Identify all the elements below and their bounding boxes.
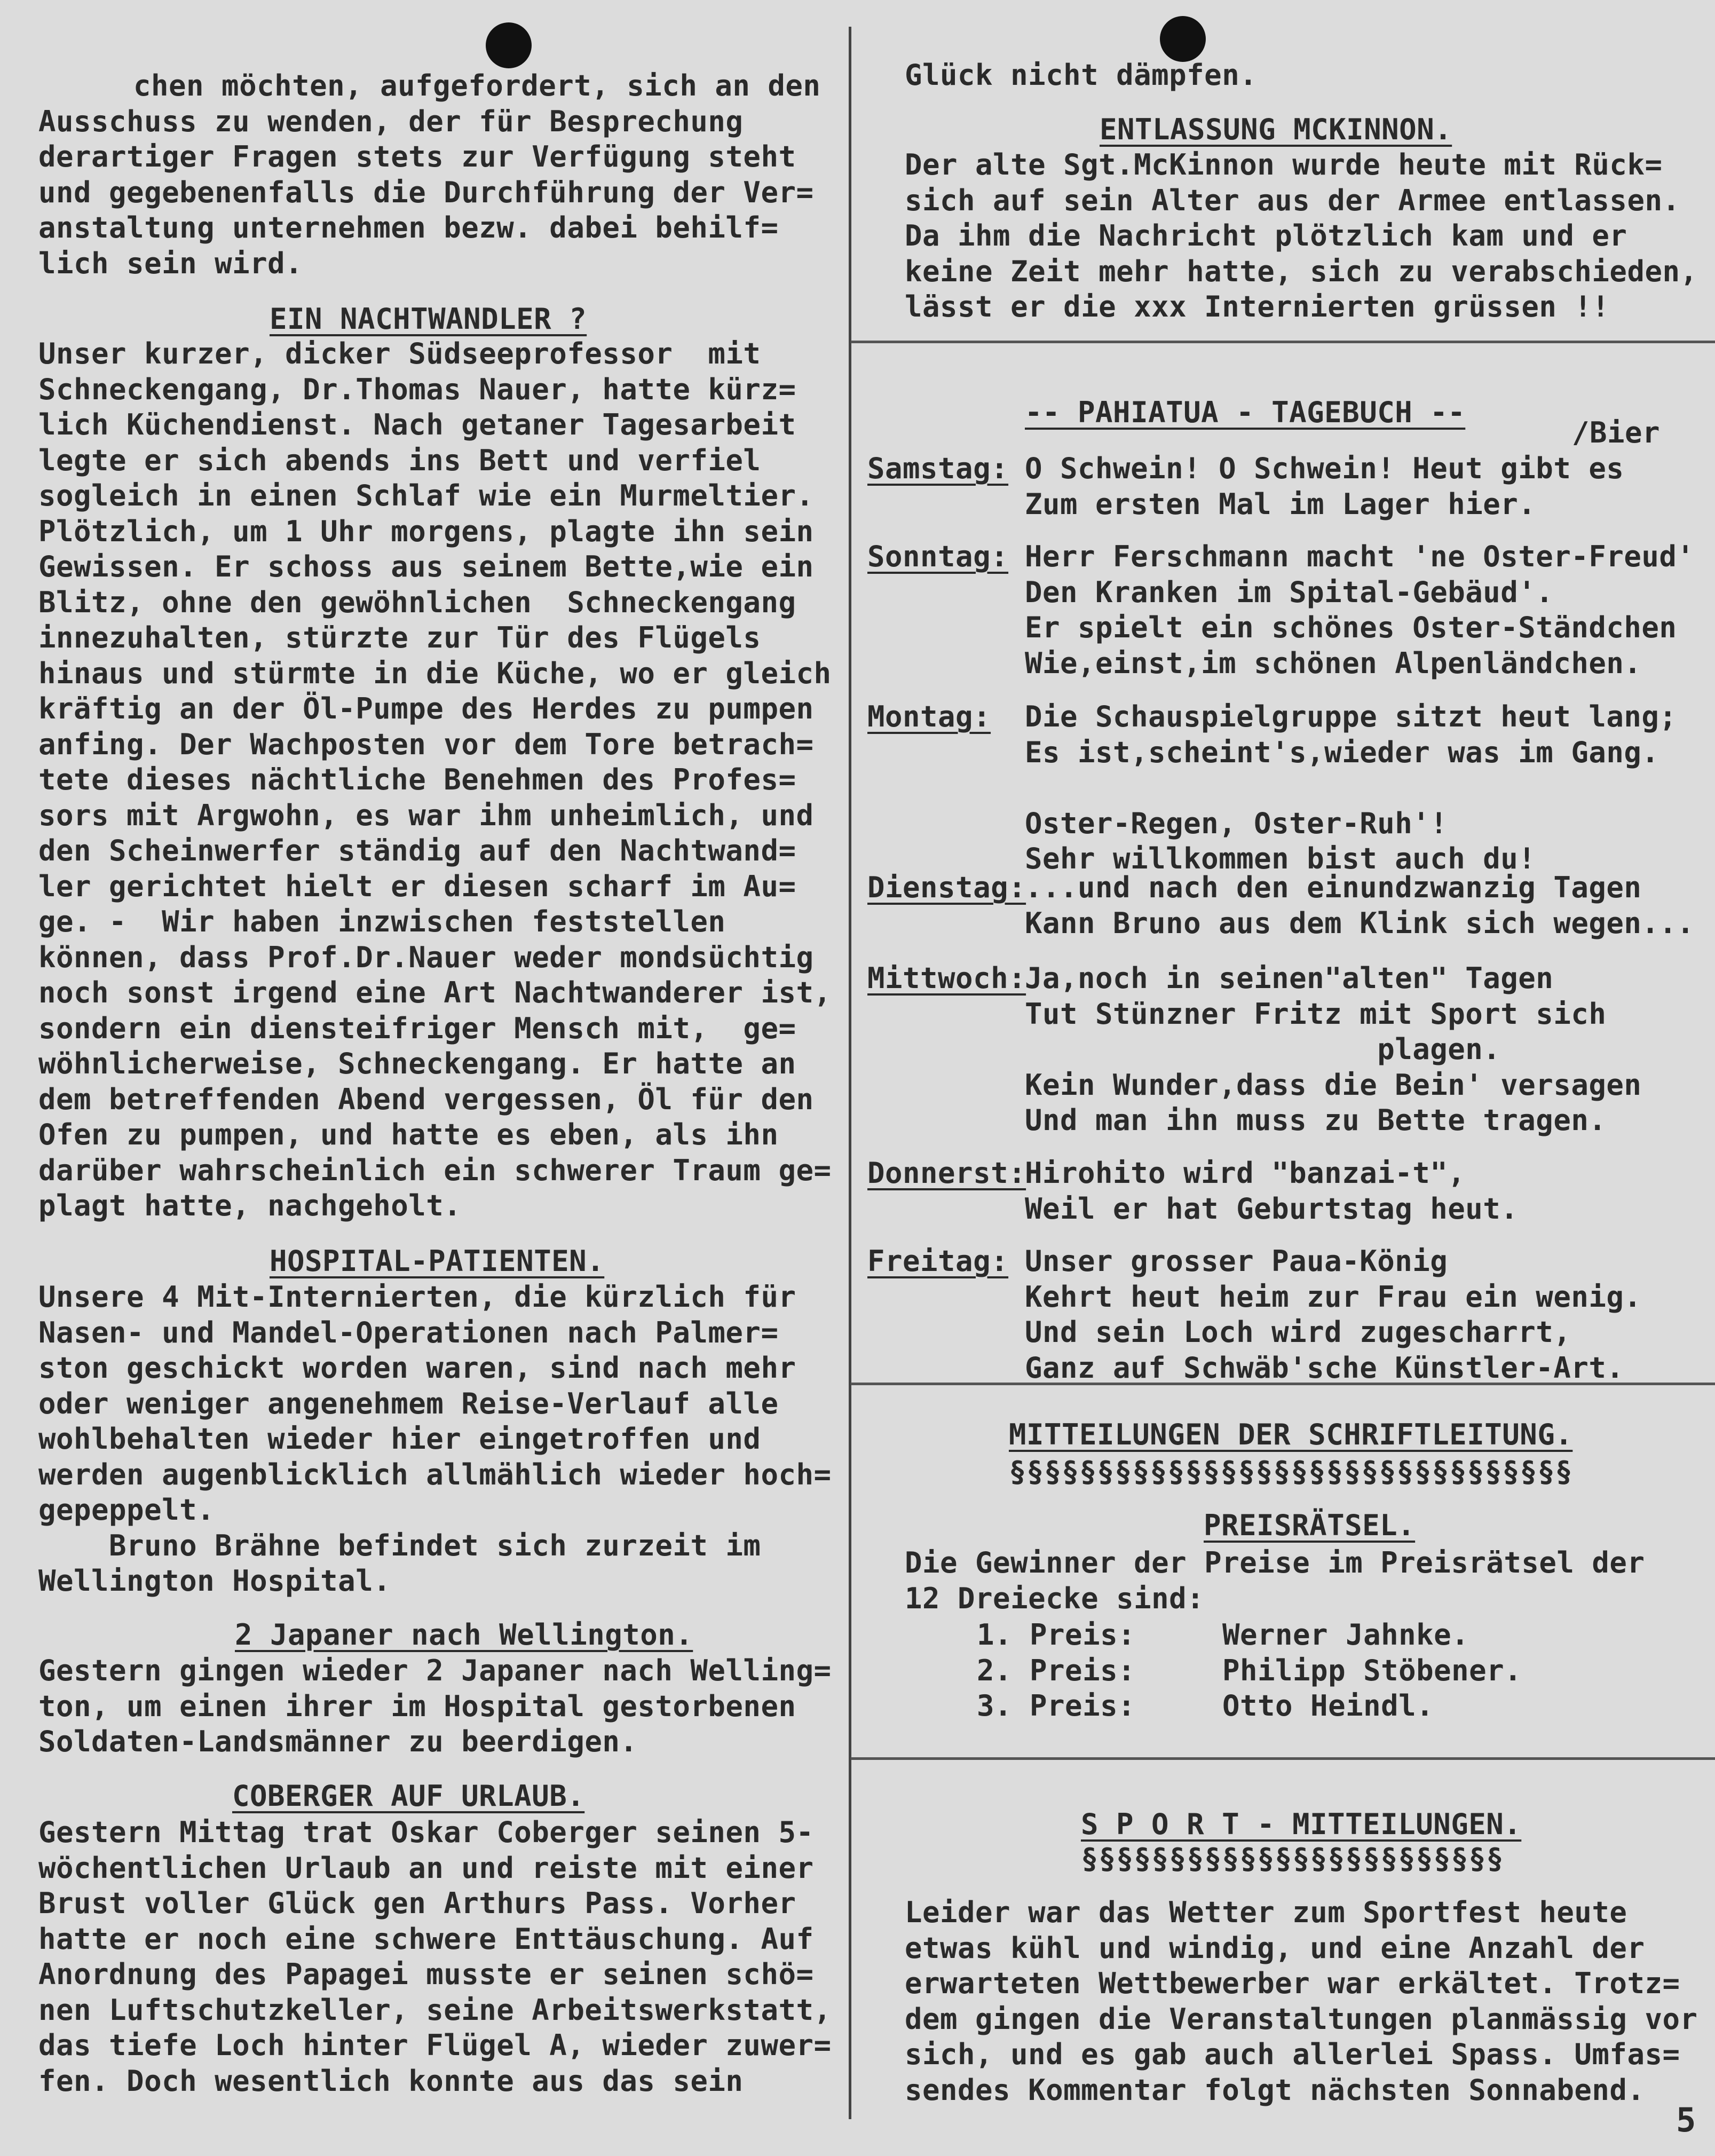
text-line: Brust voller Glück gen Arthurs Pass. Vorher [38, 1886, 796, 1920]
section-heading: HOSPITAL-PATIENTEN. [270, 1244, 605, 1278]
diary-verse-line: Und sein Loch wird zugescharrt, [1025, 1315, 1571, 1349]
text-line: hatte er noch eine schwere Enttäuschung. Auf [38, 1922, 814, 1956]
text-line: ler gerichtet hielt er diesen scharf im Au= [38, 869, 796, 903]
section-heading: 2 Japaner nach Wellington. [235, 1618, 693, 1652]
text-line: fen. Doch wesentlich konnte aus das sein [38, 2064, 744, 2098]
prize-place: 1. Preis: [977, 1618, 1136, 1652]
section-heading: -- PAHIATUA - TAGEBUCH -- [1025, 396, 1466, 429]
text-line: sich auf sein Alter aus der Armee entlassen. [905, 183, 1680, 217]
text-line: kräftig an der Öl-Pumpe des Herdes zu pumpen [38, 692, 814, 725]
diary-day-label: Sonntag: [867, 540, 1009, 573]
text-line: wöchentlichen Urlaub an und reiste mit einer [38, 1851, 814, 1885]
diary-verse-line: Sehr willkommen bist auch du! [1025, 842, 1536, 875]
text-line: sondern ein diensteifriger Mensch mit, ge= [38, 1011, 796, 1045]
text-line: dem gingen die Veranstaltungen planmässig vor [905, 2002, 1698, 2036]
prize-winner: Werner Jahnke. [1222, 1618, 1469, 1652]
text-line: Gestern gingen wieder 2 Japaner nach Welling= [38, 1654, 832, 1687]
punch-hole [486, 22, 532, 68]
text-line: anstaltung unternehmen bezw. dabei behilf= [38, 211, 779, 244]
text-line: das tiefe Loch hinter Flügel A, wieder zuwer= [38, 2028, 832, 2062]
text-line: Ausschuss zu wenden, der für Besprechung [38, 104, 744, 138]
page-number: 5 [1676, 2100, 1696, 2139]
diary-day-label: Dienstag: [867, 871, 1026, 904]
text-line: sors mit Argwohn, es war ihm unheimlich, und [38, 798, 814, 832]
text-line: Gestern Mittag trat Oskar Coberger seinen 5- [38, 1815, 814, 1849]
text-line: Leider war das Wetter zum Sportfest heute [905, 1896, 1627, 1929]
text-line: sich, und es gab auch allerlei Spass. Umfas= [905, 2037, 1680, 2071]
prize-place: 2. Preis: [977, 1653, 1136, 1687]
diary-verse-line: Wie,einst,im schönen Alpenländchen. [1025, 646, 1642, 680]
text-line: wöhnlicherweise, Schneckengang. Er hatte an [38, 1047, 796, 1080]
diary-verse-line: O Schwein! O Schwein! Heut gibt es [1025, 452, 1624, 485]
text-line: ston geschickt worden waren, sind nach mehr [38, 1351, 796, 1385]
diary-verse-line: Kann Bruno aus dem Klink sich wegen... [1025, 906, 1695, 940]
text-line: lich Küchendienst. Nach getaner Tagesarbeit [38, 408, 796, 441]
text-line: gepeppelt. [38, 1493, 215, 1527]
text-line: Nasen- und Mandel-Operationen nach Palmer= [38, 1315, 779, 1349]
text-line: Plötzlich, um 1 Uhr morgens, plagte ihn sein [38, 514, 814, 548]
diary-verse-line: Kehrt heut heim zur Frau ein wenig. [1025, 1280, 1642, 1314]
punch-hole [1160, 16, 1206, 62]
text-line: nen Luftschutzkeller, seine Arbeitswerkstatt, [38, 1993, 832, 2027]
text-line: innezuhalten, stürzte zur Tür des Flügels [38, 621, 761, 654]
text-line: Bruno Brähne befindet sich zurzeit im [38, 1528, 761, 1562]
section-divider [851, 341, 1715, 343]
diary-verse-line: Herr Ferschmann macht 'ne Oster-Freud' [1025, 540, 1695, 573]
text-line: legte er sich abends ins Bett und verfiel [38, 443, 761, 477]
text-line: darüber wahrscheinlich ein schwerer Traum ge= [38, 1153, 832, 1187]
text-line: noch sonst irgend eine Art Nachtwanderer ist, [38, 976, 832, 1009]
diary-verse-line: Und man ihn muss zu Bette tragen. [1025, 1103, 1607, 1137]
diary-day-label: Mittwoch: [867, 961, 1026, 995]
diary-verse-line: Tut Stünzner Fritz mit Sport sich [1025, 997, 1607, 1031]
text-line: oder weniger angenehmem Reise-Verlauf alle [38, 1386, 779, 1420]
text-line: ge. - Wir haben inzwischen feststellen [38, 905, 726, 938]
text-line: Die Gewinner der Preise im Preisrätsel der [905, 1546, 1645, 1580]
text-line: dem betreffenden Abend vergessen, Öl für den [38, 1082, 814, 1116]
diary-verse-line: Kein Wunder,dass die Bein' versagen [1025, 1068, 1642, 1102]
text-line: derartiger Fragen stets zur Verfügung steht [38, 140, 796, 173]
prize-winner: Otto Heindl. [1222, 1689, 1434, 1723]
text-line: Glück nicht dämpfen. [905, 58, 1258, 92]
diary-verse-line: Unser grosser Paua-König [1025, 1244, 1448, 1278]
text-line: Wellington Hospital. [38, 1564, 391, 1598]
text-line: können, dass Prof.Dr.Nauer weder mondsüchtig [38, 940, 814, 974]
text-line: erwarteten Wettbewerber war erkältet. Trotz= [905, 1967, 1680, 2000]
diary-verse-line: plagen. [1025, 1032, 1501, 1066]
diary-verse-line: Ja,noch in seinen"alten" Tagen [1025, 961, 1554, 995]
text-line: Anordnung des Papagei musste er seinen schö= [38, 1957, 814, 1991]
text-line: /Bier [1572, 416, 1661, 449]
text-line: und gegebenenfalls die Durchführung der Ver= [38, 175, 814, 209]
text-line: wohlbehalten wieder hier eingetroffen und [38, 1422, 761, 1456]
text-line: Gewissen. Er schoss aus seinem Bette,wie ein [38, 550, 814, 583]
diary-day-label: Samstag: [867, 452, 1009, 485]
diary-verse-line: Hirohito wird "banzai-t", [1025, 1156, 1466, 1190]
diary-verse-line: Es ist,scheint's,wieder was im Gang. [1025, 735, 1659, 769]
diary-verse-line: Die Schauspielgruppe sitzt heut lang; [1025, 700, 1677, 733]
diary-verse-line: Ganz auf Schwäb'sche Künstler-Art. [1025, 1351, 1624, 1385]
diary-verse-line: Er spielt ein schönes Oster-Ständchen [1025, 611, 1677, 644]
diary-day-label: Donnerst: [867, 1156, 1026, 1190]
diary-verse-line: Oster-Regen, Oster-Ruh'! [1025, 806, 1448, 840]
text-line: chen möchten, aufgefordert, sich an den [133, 69, 821, 102]
text-line: Unsere 4 Mit-Internierten, die kürzlich für [38, 1280, 796, 1314]
prize-winner: Philipp Stöbener. [1222, 1653, 1522, 1687]
section-heading: MITTEILUNGEN DER SCHRIFTLEITUNG. [1009, 1418, 1573, 1451]
text-line: den Scheinwerfer ständig auf den Nachtwand= [38, 834, 796, 867]
text-line: 12 Dreiecke sind: [905, 1581, 1205, 1615]
text-line: sogleich in einen Schlaf wie ein Murmeltier. [38, 479, 814, 512]
text-line: tete dieses nächtliche Benehmen des Profes= [38, 763, 796, 796]
text-line: keine Zeit mehr hatte, sich zu verabschieden, [905, 254, 1698, 288]
text-line: plagt hatte, nachgeholt. [38, 1189, 462, 1222]
text-line: Soldaten-Landsmänner zu beerdigen. [38, 1725, 638, 1758]
diary-day-label: Freitag: [867, 1244, 1009, 1278]
decorative-rule: §§§§§§§§§§§§§§§§§§§§§§§§ [1081, 1842, 1504, 1876]
diary-day-label: Montag: [867, 700, 991, 733]
text-line: Da ihm die Nachricht plötzlich kam und er [905, 219, 1627, 252]
text-line: lich sein wird. [38, 246, 303, 280]
prize-place: 3. Preis: [977, 1689, 1136, 1723]
section-heading: COBERGER AUF URLAUB. [232, 1779, 585, 1813]
diary-verse-line: Zum ersten Mal im Lager hier. [1025, 487, 1536, 521]
text-line: Ofen zu pumpen, und hatte es eben, als ihn [38, 1118, 779, 1151]
text-line: ton, um einen ihrer im Hospital gestorbenen [38, 1689, 796, 1723]
section-heading: S P O R T - MITTEILUNGEN. [1081, 1807, 1522, 1841]
text-line: Unser kurzer, dicker Südseeprofessor mit [38, 337, 761, 370]
text-line: anfing. Der Wachposten vor dem Tore betrach= [38, 727, 814, 761]
diary-verse-line: Weil er hat Geburtstag heut. [1025, 1191, 1519, 1226]
text-line: hinaus und stürmte in die Küche, wo er gleich [38, 656, 832, 690]
text-line: lässt er die xxx Internierten grüssen !! [905, 290, 1610, 323]
section-subheading: PREISRÄTSEL. [1204, 1509, 1416, 1542]
diary-verse-line: ...und nach den einundzwanzig Tagen [1025, 871, 1642, 904]
section-heading: ENTLASSUNG MCKINNON. [1100, 113, 1452, 146]
text-line: sendes Kommentar folgt nächsten Sonnabend. [905, 2073, 1645, 2107]
text-line: Blitz, ohne den gewöhnlichen Schneckengang [38, 585, 796, 619]
text-line: etwas kühl und windig, und eine Anzahl der [905, 1931, 1645, 1965]
diary-verse-line: Den Kranken im Spital-Gebäud'. [1025, 575, 1554, 609]
section-divider [851, 1757, 1715, 1760]
section-heading: EIN NACHTWANDLER ? [270, 302, 587, 336]
text-line: werden augenblicklich allmählich wieder hoch= [38, 1457, 832, 1491]
text-line: Der alte Sgt.McKinnon wurde heute mit Rück= [905, 148, 1663, 181]
text-line: Schneckengang, Dr.Thomas Nauer, hatte kürz= [38, 372, 796, 406]
decorative-rule: §§§§§§§§§§§§§§§§§§§§§§§§§§§§§§§§ [1009, 1455, 1573, 1489]
